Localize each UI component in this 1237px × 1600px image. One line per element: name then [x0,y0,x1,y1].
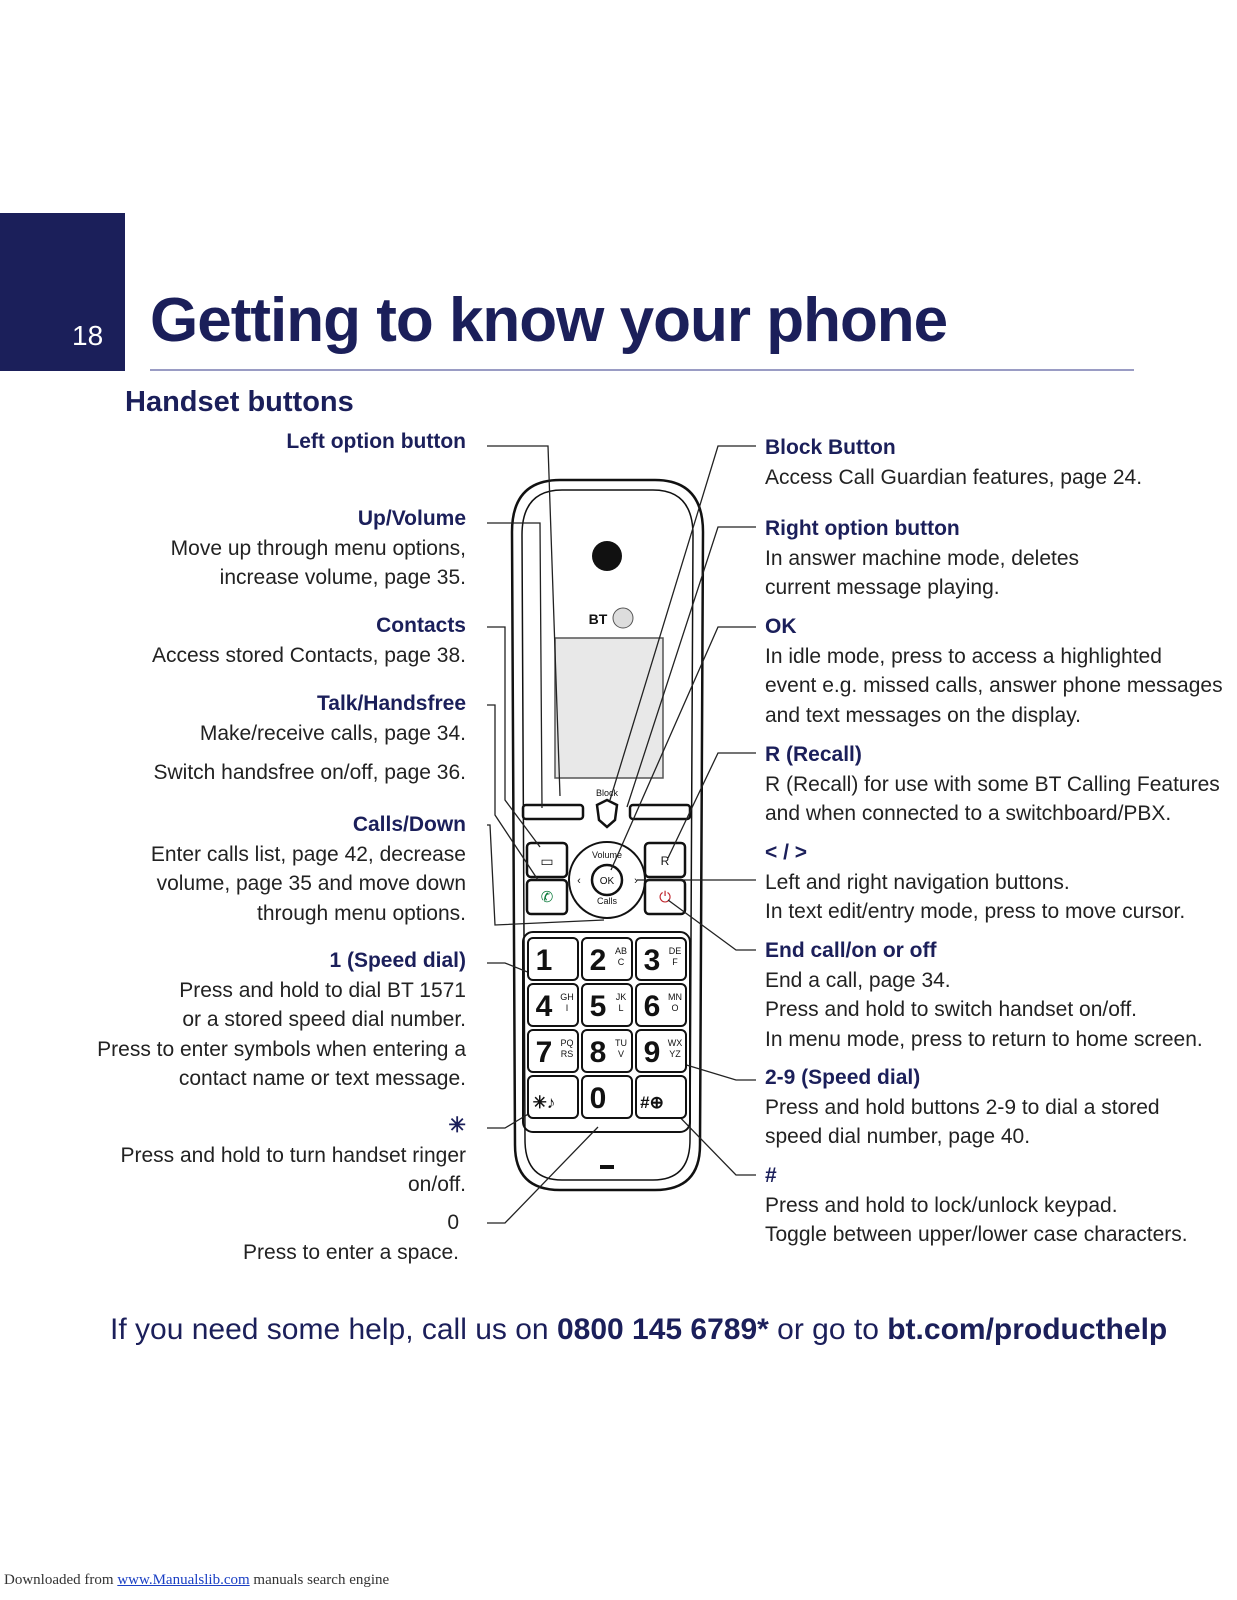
label-line: In menu mode, press to return to home screen. [765,1027,1203,1051]
keypad-letters: WX [667,1038,683,1048]
label-heading: Talk/Handsfree [317,692,466,715]
source-prefix: Downloaded from [4,1572,118,1588]
page-title: Getting to know your phone [150,286,948,355]
label-line: speed dial number, page 40. [765,1125,1031,1148]
end-call-power-icon: ⏻ [659,888,671,906]
nav-left-icon: ‹ [577,875,581,887]
left-option-button [523,805,583,819]
keypad-letters: L [618,1003,624,1013]
keypad-digit: 9 [643,1036,661,1069]
section-subtitle: Handset buttons [125,386,354,418]
keypad-digit: 4 [535,990,553,1023]
block-shield-icon [597,800,617,827]
keypad-letters: MN [668,992,682,1002]
label-heading: 0 [447,1211,459,1234]
star-icon: ✳ [448,1114,466,1137]
source-credit [4,1572,389,1589]
keypad-digit: #⊕ [640,1093,664,1112]
label-line: Press and hold to switch handset on/off. [765,998,1138,1021]
label-heading: 1 (Speed dial) [329,949,466,972]
recall-label: R [660,854,670,868]
label-line: Press and hold to lock/unlock keypad. [765,1193,1118,1217]
label-line: In text edit/entry mode, press to move cursor. [765,900,1186,923]
bt-logo: BT [588,611,608,627]
keypad-letters: PQ [560,1038,574,1048]
keypad-digit: ✳♪ [532,1093,556,1112]
footer-text: or go to [768,1313,888,1346]
label-heading: End call/on or off [765,939,937,962]
keypad-digit: 1 [535,944,553,977]
keypad-letters: GH [560,992,574,1002]
keypad-letters: DE [668,946,682,956]
label-heading: Up/Volume [357,507,466,530]
keypad-keys [528,938,686,1118]
source-suffix: manuals search engine [249,1572,390,1588]
label-line: Access Call Guardian features, page 24. [765,465,1143,489]
label-line: Switch handsfree on/off, page 36. [153,761,466,784]
label-line: on/off. [408,1173,466,1196]
keypad-letters: C [617,957,625,967]
label-line: and when connected to a switchboard/PBX. [765,802,1172,825]
nav-right-icon: › [634,875,638,887]
label-heading: Calls/Down [352,813,466,836]
label-line: Toggle between upper/lower case characters. [765,1223,1188,1246]
label-line: increase volume, page 35. [219,566,466,589]
keypad-letters: JK [615,992,627,1002]
label-line: through menu options. [257,901,466,925]
keypad-letters: AB [614,946,628,956]
keypad-letters: TU [615,1038,627,1048]
label-line: R (Recall) for use with some BT Calling Features [765,772,1220,796]
keypad-letters: YZ [669,1049,681,1059]
keypad-digit: 6 [643,990,661,1023]
label-heading: 2-9 (Speed dial) [765,1066,921,1089]
keypad-letters: V [617,1049,625,1059]
label-line: volume, page 35 and move down [156,872,466,895]
label-line: event e.g. missed calls, answer phone messages [765,674,1223,697]
label-heading: R (Recall) [765,743,862,766]
label-line: Press and hold to turn handset ringer [120,1143,466,1167]
keypad-digit: 2 [589,944,607,977]
label-line: Enter calls list, page 42, decrease [150,842,466,866]
keypad-letters: I [565,1003,569,1013]
keypad-digit: 3 [643,944,661,977]
label-heading: Block Button [765,436,896,459]
footer-text: If you need some help, call us on [110,1313,557,1346]
talk-phone-icon: ✆ [540,888,554,906]
label-line: End a call, page 34. [765,968,951,992]
keypad-digit: 7 [535,1036,553,1069]
contacts-book-icon: ▭ [540,854,554,870]
label-heading: Right option button [765,517,960,540]
keypad-letters: O [671,1003,679,1013]
page-number: 18 [72,320,104,351]
label-line: contact name or text message. [178,1067,466,1090]
ok-label: OK [599,876,615,887]
bt-logo-globe-icon [613,608,633,628]
keypad-digit: 0 [589,1082,607,1115]
label-line: and text messages on the display. [765,703,1081,727]
calls-label: Calls [596,896,618,906]
display-screen [555,638,663,778]
hash-icon: # [765,1164,777,1187]
block-label: Block [595,788,619,798]
source-link[interactable]: www.Manualslib.com [117,1572,250,1588]
help-footer [110,1313,1167,1347]
keypad-digit: 5 [589,990,607,1023]
label-heading: Left option button [286,430,466,453]
help-phone-number: 0800 145 6789* [556,1313,769,1346]
label-line: Press and hold buttons 2-9 to dial a stored [765,1095,1160,1119]
keypad-digit: 8 [589,1036,607,1069]
help-url: bt.com/producthelp [887,1313,1168,1346]
label-heading: Contacts [376,614,466,637]
earpiece-icon [592,541,622,571]
label-line: Make/receive calls, page 34. [199,721,466,745]
keypad-letters: RS [560,1049,574,1059]
label-heading: OK [765,615,797,638]
label-line: Press to enter a space. [243,1240,459,1264]
label-line: Move up through menu options, [170,536,466,560]
label-line: Left and right navigation buttons. [765,870,1070,894]
label-line: In idle mode, press to access a highlighted [765,644,1162,668]
label-line: Press and hold to dial BT 1571 [179,978,466,1002]
label-line: current message playing. [765,576,1000,599]
label-line: or a stored speed dial number. [182,1008,466,1031]
label-line: Access stored Contacts, page 38. [151,643,466,667]
keypad-letters: F [672,957,678,967]
label-heading: < / > [765,841,808,864]
label-line: Press to enter symbols when entering a [97,1037,466,1061]
label-line: In answer machine mode, deletes [765,546,1080,570]
volume-label: Volume [591,850,623,860]
